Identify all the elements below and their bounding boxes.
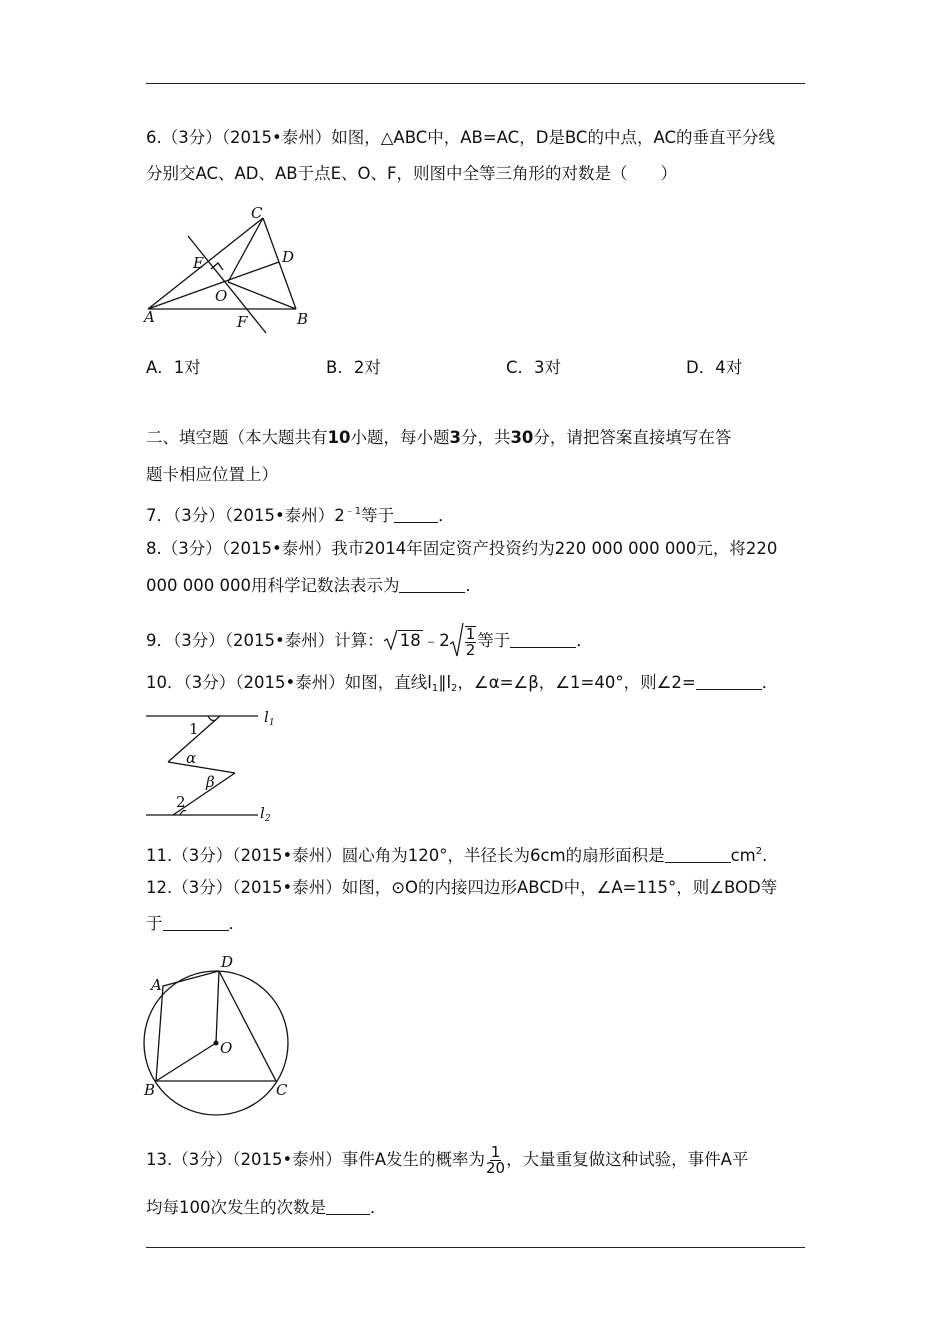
section2-heading-line2: 题卡相应位置上） bbox=[146, 465, 278, 484]
q6-line2: 分别交AC、AD、AB于点E、O、F，则图中全等三角形的对数是（ ） bbox=[146, 164, 678, 183]
q7-answer-blank[interactable] bbox=[394, 506, 438, 523]
q6-triangle-figure bbox=[138, 200, 328, 335]
q6-option-d[interactable]: D．4对 bbox=[686, 358, 743, 377]
q6-label-o: O bbox=[215, 287, 228, 305]
q9-fraction: $\frac{1}{2}$ bbox=[465, 624, 476, 659]
sqrt-sign-icon bbox=[450, 622, 464, 658]
q6-option-b[interactable]: B．2对 bbox=[326, 358, 381, 377]
q9-answer-blank[interactable] bbox=[510, 631, 576, 648]
q6-label-a: A bbox=[144, 308, 155, 326]
q6-label-e: E bbox=[193, 254, 204, 272]
header-rule bbox=[146, 83, 805, 84]
q10-label-1: 1 bbox=[189, 720, 199, 738]
q12-line1: 12.（3分）（2015•泰州）如图，⊙O的内接四边形ABCD中，∠A=115°，则∠BOD等 bbox=[146, 878, 778, 897]
q8-line2: 000 000 000用科学记数法表示为 ． bbox=[146, 576, 482, 595]
q10-parallel-lines-figure bbox=[140, 705, 290, 827]
section2-heading: 二、填空题（本大题共有10小题，每小题3分，共30分，请把答案直接填写在答 bbox=[146, 428, 732, 447]
q6-option-a[interactable]: A．1对 bbox=[146, 358, 201, 377]
footer-rule bbox=[146, 1247, 805, 1248]
q10-answer-blank[interactable] bbox=[696, 673, 762, 690]
q12-label-d: D bbox=[221, 953, 234, 971]
q10-label-beta: β bbox=[206, 773, 215, 791]
q12-label-c: C bbox=[276, 1081, 288, 1099]
q6-label-f: F bbox=[237, 313, 248, 331]
q11-line: 11.（3分）（2015•泰州）圆心角为120°，半径长为6cm的扇形面积是 $cm^2$． bbox=[146, 846, 779, 865]
q12-label-b: B bbox=[144, 1081, 156, 1099]
q13-fraction: $\frac{1}{20}$ bbox=[486, 1143, 506, 1177]
q6-option-c[interactable]: C．3对 bbox=[506, 358, 562, 377]
q10-label-l2: $l_2$ bbox=[260, 804, 271, 824]
q7-line: 7．（3分）（2015•泰州）$2^{﹣1}$等于 ． bbox=[146, 506, 455, 525]
q12-label-a: A bbox=[151, 976, 162, 994]
q10-label-l1: $l_1$ bbox=[264, 708, 275, 728]
q6-label-c: C bbox=[251, 204, 263, 222]
q8-answer-blank[interactable] bbox=[399, 576, 465, 593]
q10-label-2: 2 bbox=[176, 793, 186, 811]
q9-line: 9．（3分）（2015•泰州）计算： 18 ﹣2 $\frac{1}{2}$ 等于 ． bbox=[146, 622, 593, 658]
q10-label-alpha: α bbox=[186, 749, 197, 767]
q6-label-b: B bbox=[297, 310, 309, 328]
q6-label-d: D bbox=[282, 248, 295, 266]
q11-answer-blank[interactable] bbox=[665, 846, 731, 863]
sqrt-sign-icon bbox=[384, 629, 398, 651]
q12-line2: 于 ． bbox=[146, 914, 245, 933]
q10-line: 10．（3分）（2015•泰州）如图，直线$l_1\parallel l_2$，∠α=∠β，∠1=40°，则∠2= ． bbox=[146, 673, 779, 694]
q12-answer-blank[interactable] bbox=[163, 914, 229, 931]
q13-answer-blank[interactable] bbox=[326, 1198, 370, 1215]
q6-line1: 6.（3分）（2015•泰州）如图，△ABC中，AB=AC，D是BC的中点，AC的垂直平分线 bbox=[146, 128, 775, 147]
q13-line1: 13.（3分）（2015•泰州）事件A发生的概率为 $\frac{1}{20}$ ，大量重复做这种试验，事件A平 bbox=[146, 1143, 749, 1177]
q8-line1: 8.（3分）（2015•泰州）我市2014年固定资产投资约为220 000 000 000元，将220 bbox=[146, 539, 778, 558]
q13-line2: 均每100次发生的次数是 ． bbox=[146, 1198, 387, 1217]
q12-label-o: O bbox=[220, 1039, 233, 1057]
q12-circle-figure bbox=[140, 948, 300, 1118]
